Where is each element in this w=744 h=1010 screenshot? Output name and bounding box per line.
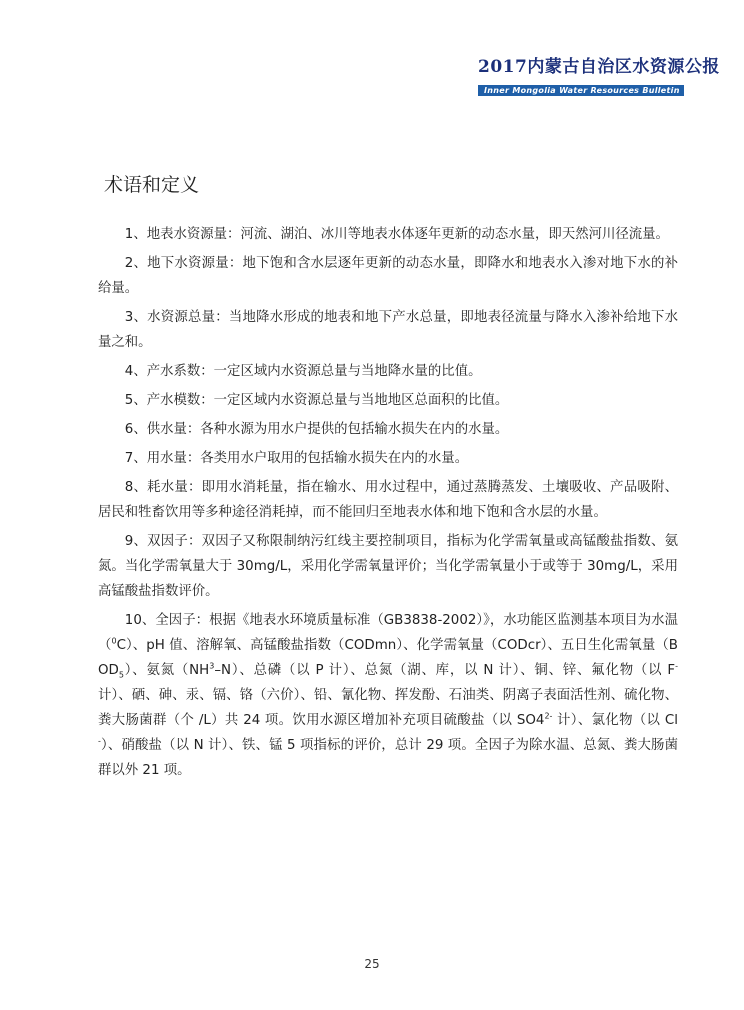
bulletin-subtitle: Inner Mongolia Water Resources Bulletin (478, 85, 684, 96)
full-factor-text-5: 计）、硒、砷、汞、镉、铬（六价）、铅、氰化物、挥发酚、石油类、阴离子表面活性剂、硫化物、粪大肠菌群（个 /L）共 24 项。饮用水源区增加补充项目硫酸盐（以 SO4 (98, 688, 678, 728)
fluoride-superscript: - (675, 661, 679, 671)
page-header (478, 56, 720, 97)
full-factor-text-3: ）、氨氮（NH (123, 663, 210, 678)
chloride-superscript: - (98, 736, 101, 746)
sulfate-superscript: 2- (544, 711, 553, 721)
bod-subscript: 5 (118, 670, 124, 680)
definition-dual-factor: 9、双因子：双因子又称限制纳污红线主要控制项目，指标为化学需氧量或高锰酸盐指数、氨氮。当化学需氧量大于 30mg/L，采用化学需氧量评价；当化学需氧量小于或等于 30mg/L，采用高锰酸盐指数评价。 (98, 534, 678, 599)
full-factor-text-4: –N）、总磷（以 P 计）、总氮（湖、库，以 N 计）、铜、锌、氟化物（以 F (214, 663, 676, 678)
bulletin-title: 2017内蒙古自治区水资源公报 (478, 57, 720, 77)
definition-water-supply: 6、供水量：各种水源为用水户提供的包括输水损失在内的水量。 (124, 422, 509, 437)
definition-water-use: 7、用水量：各类用水户取用的包括输水损失在内的水量。 (124, 451, 469, 466)
definition-surface-water: 1、地表水资源量：河流、湖泊、冰川等地表水体逐年更新的动态水量，即天然河川径流量。 (124, 227, 669, 242)
degree-superscript: 0 (111, 636, 117, 646)
section-title: 术语和定义 (104, 174, 200, 196)
full-factor-text-2: C）、pH 值、溶解氧、高锰酸盐指数（CODmn）、化学需氧量（CODcr）、五日生化需氧量（BOD (98, 638, 678, 678)
page-number: 25 (364, 957, 380, 971)
full-factor-text-6: 计）、氯化物（以 Cl (552, 713, 678, 728)
definitions-content (98, 222, 678, 787)
definition-water-consumption: 8、耗水量：即用水消耗量，指在输水、用水过程中，通过蒸腾蒸发、土壤吸收、产品吸附、居民和牲畜饮用等多种途径消耗掉，而不能回归至地表水体和地下饱和含水层的水量。 (98, 480, 678, 520)
full-factor-text-1: 10、全因子：根据《地表水环境质量标准（GB3838-2002）》，水功能区监测基本项目为水温（ (98, 613, 678, 653)
definition-runoff-coefficient: 4、产水系数：一定区域内水资源总量与当地降水量的比值。 (124, 364, 482, 379)
definition-full-factor (98, 608, 678, 783)
full-factor-text-7: ）、硝酸盐（以 N 计）、铁、锰 5 项指标的评价，总计 29 项。全因子为除水温、总氮、粪大肠菌群以外 21 项。 (98, 738, 678, 778)
definition-total-water: 3、水资源总量：当地降水形成的地表和地下产水总量，即地表径流量与降水入渗补给地下水量之和。 (98, 310, 678, 350)
definition-runoff-modulus: 5、产水模数：一定区域内水资源总量与当地地区总面积的比值。 (124, 393, 509, 408)
nh-superscript: 3 (209, 661, 215, 671)
definition-groundwater: 2、地下水资源量：地下饱和含水层逐年更新的动态水量，即降水和地表水入渗对地下水的补给量。 (98, 256, 678, 296)
